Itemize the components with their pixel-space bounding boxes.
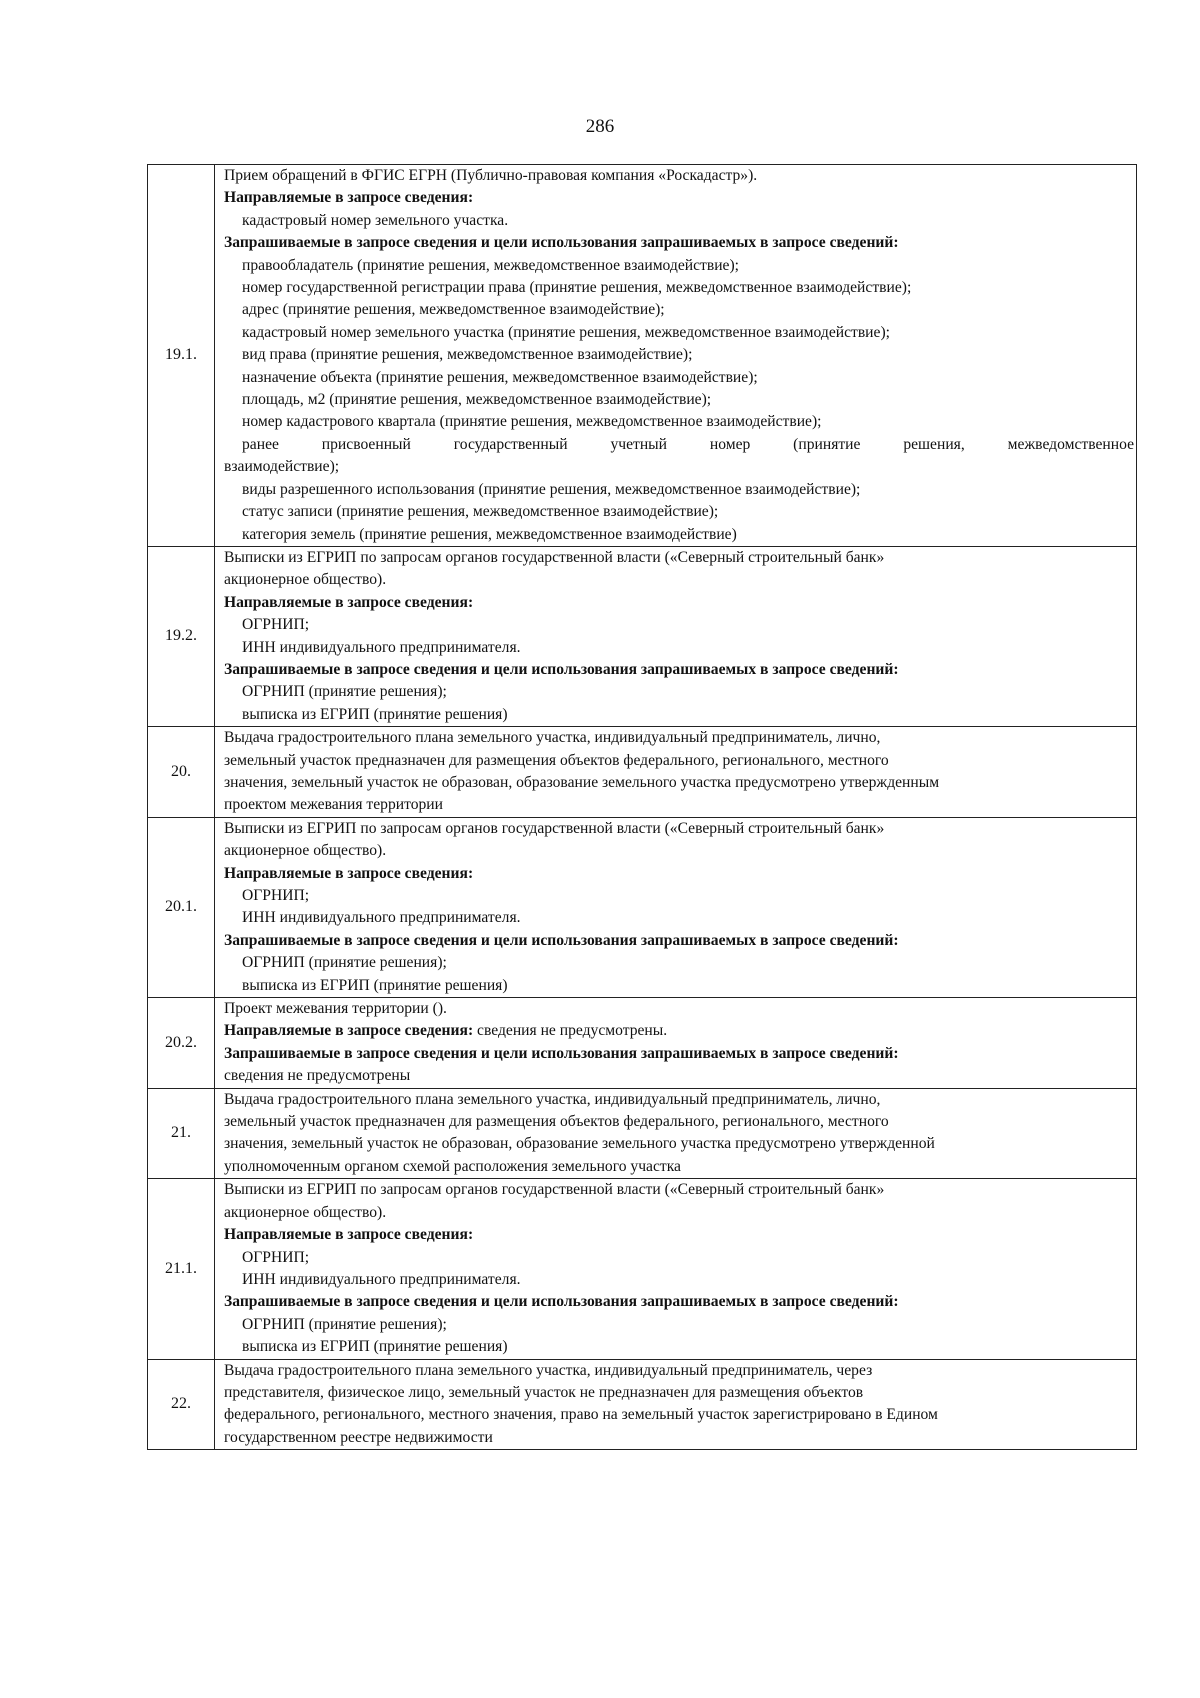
registry-table	[147, 164, 1137, 1450]
text-line	[224, 637, 1134, 659]
line-text: Выдача градостроительного плана земельного участка, индивидуальный предприниматель, лично,	[224, 729, 881, 747]
text-line	[224, 818, 1134, 840]
text-line	[224, 1269, 1134, 1291]
text-line	[224, 614, 1134, 636]
line-text: земельный участок предназначен для размещения объектов федерального, регионального, местного	[224, 751, 889, 769]
table-row	[148, 546, 1137, 726]
row-number: 20.	[148, 727, 215, 818]
line-text: адрес (принятие решения, межведомственное взаимодействие);	[242, 301, 665, 319]
section-heading-line	[224, 930, 1134, 952]
line-text: акционерное общество).	[224, 1203, 387, 1221]
bold-label: Запрашиваемые в запросе сведения и цели использования запрашиваемых в запросе сведений:	[224, 931, 899, 949]
section-heading-line	[224, 863, 1134, 885]
table-row	[148, 998, 1137, 1089]
section-heading-line	[224, 1043, 1134, 1065]
line-text: государственном реестре недвижимости	[224, 1428, 493, 1446]
table-row	[148, 1359, 1137, 1450]
text-line	[224, 1156, 1134, 1178]
line-text: значения, земельный участок не образован, образование земельного участка предусмотрено утвержденной	[224, 1135, 935, 1153]
bold-label: Запрашиваемые в запросе сведения и цели использования запрашиваемых в запросе сведений:	[224, 1044, 899, 1062]
text-line	[224, 952, 1134, 974]
line-text: федерального, регионального, местного значения, право на земельный участок зарегистрировано в Едином	[224, 1406, 938, 1424]
text-line	[224, 1427, 1134, 1449]
line-text: Выписки из ЕГРИП по запросам органов государственной власти («Северный строительный банк»	[224, 819, 885, 837]
line-text: категория земель (принятие решения, межведомственное взаимодействие)	[242, 525, 737, 543]
section-heading-line	[224, 232, 1134, 254]
row-content	[215, 727, 1137, 818]
bold-label: Запрашиваемые в запросе сведения и цели использования запрашиваемых в запросе сведений:	[224, 1293, 899, 1311]
text-line	[224, 794, 1134, 816]
line-text: Прием обращений в ФГИС ЕГРН (Публично-правовая компания «Роскадастр»).	[224, 167, 758, 184]
line-text: площадь, м2 (принятие решения, межведомственное взаимодействие);	[242, 391, 712, 409]
bold-label: Запрашиваемые в запросе сведения и цели использования запрашиваемых в запросе сведений:	[224, 660, 899, 678]
line-text: проектом межевания территории	[224, 796, 443, 814]
line-text: номер государственной регистрации права (принятие решения, межведомственное взаимодействие);	[242, 279, 912, 297]
bold-label: Направляемые в запросе сведения:	[224, 1022, 474, 1040]
registry-table-body	[148, 165, 1137, 1450]
line-text: ОГРНИП (принятие решения);	[242, 954, 447, 972]
text-line	[224, 750, 1134, 772]
bold-label: Направляемые в запросе сведения:	[224, 864, 474, 882]
text-line	[224, 434, 1134, 456]
text-line	[224, 367, 1134, 389]
text-line	[224, 411, 1134, 433]
text-line	[224, 479, 1134, 501]
row-number: 19.2.	[148, 546, 215, 726]
text-line	[224, 704, 1134, 726]
bold-label: Направляемые в запросе сведения:	[224, 189, 474, 207]
text-line	[224, 524, 1134, 546]
text-line	[224, 456, 1134, 478]
text-line	[224, 547, 1134, 569]
text-line	[224, 569, 1134, 591]
line-text: назначение объекта (принятие решения, межведомственное взаимодействие);	[242, 368, 758, 386]
line-text: номер кадастрового квартала (принятие решения, межведомственное взаимодействие);	[242, 413, 822, 431]
text-line	[224, 1202, 1134, 1224]
line-text: значения, земельный участок не образован, образование земельного участка предусмотрено утвержденным	[224, 773, 940, 791]
text-line	[224, 322, 1134, 344]
text-line	[224, 840, 1134, 862]
line-text: ОГРНИП;	[242, 616, 310, 634]
table-row	[148, 1088, 1137, 1179]
row-content	[215, 165, 1137, 547]
row-content	[215, 998, 1137, 1089]
line-text: кадастровый номер земельного участка.	[242, 211, 509, 229]
text-line	[224, 1360, 1134, 1382]
line-text: представителя, физическое лицо, земельный участок не предназначен для размещения объектов	[224, 1383, 864, 1401]
line-text: сведения не предусмотрены	[224, 1067, 411, 1085]
section-heading-line	[224, 1020, 1134, 1042]
bold-label: Направляемые в запросе сведения:	[224, 1226, 474, 1244]
section-heading-line	[224, 592, 1134, 614]
text-line	[224, 165, 1134, 187]
line-text: взаимодействие);	[224, 458, 340, 476]
text-line	[224, 299, 1134, 321]
line-text: выписка из ЕГРИП (принятие решения)	[242, 1338, 508, 1356]
row-content	[215, 1359, 1137, 1450]
line-text: ОГРНИП;	[242, 1248, 310, 1266]
text-line	[224, 772, 1134, 794]
line-text: выписка из ЕГРИП (принятие решения)	[242, 705, 508, 723]
text-line	[224, 210, 1134, 232]
text-line	[224, 1179, 1134, 1201]
line-text: вид права (принятие решения, межведомственное взаимодействие);	[242, 346, 693, 364]
line-text: Выдача градостроительного плана земельного участка, индивидуальный предприниматель, через	[224, 1361, 873, 1379]
line-text: сведения не предусмотрены.	[473, 1022, 668, 1040]
line-text: виды разрешенного использования (принятие решения, межведомственное взаимодействие);	[242, 480, 861, 498]
table-row	[148, 165, 1137, 547]
text-line	[224, 998, 1134, 1020]
line-text: правообладатель (принятие решения, межведомственное взаимодействие);	[242, 256, 739, 274]
text-line	[224, 975, 1134, 997]
bold-label: Направляемые в запросе сведения:	[224, 593, 474, 611]
text-line	[224, 885, 1134, 907]
page-number: 286	[585, 116, 615, 137]
line-text: ОГРНИП (принятие решения);	[242, 1315, 447, 1333]
text-line	[224, 389, 1134, 411]
table-row	[148, 727, 1137, 818]
row-number: 21.	[148, 1088, 215, 1179]
row-content	[215, 546, 1137, 726]
line-text: Выписки из ЕГРИП по запросам органов государственной власти («Северный строительный банк»	[224, 1181, 885, 1199]
section-heading-line	[224, 659, 1134, 681]
line-text: ИНН индивидуального предпринимателя.	[242, 1270, 521, 1288]
line-text: кадастровый номер земельного участка (принятие решения, межведомственное взаимодействие);	[242, 323, 890, 341]
text-line	[224, 1089, 1134, 1111]
text-line	[224, 727, 1134, 749]
row-content	[215, 1088, 1137, 1179]
row-number: 19.1.	[148, 165, 215, 547]
text-line	[224, 681, 1134, 703]
section-heading-line	[224, 1291, 1134, 1313]
bold-label: Запрашиваемые в запросе сведения и цели использования запрашиваемых в запросе сведений:	[224, 234, 899, 252]
line-text: уполномоченным органом схемой расположения земельного участка	[224, 1157, 681, 1175]
text-line	[224, 1314, 1134, 1336]
line-text: выписка из ЕГРИП (принятие решения)	[242, 976, 508, 994]
text-line	[224, 344, 1134, 366]
line-text: статус записи (принятие решения, межведомственное взаимодействие);	[242, 503, 719, 521]
line-text: Выдача градостроительного плана земельного участка, индивидуальный предприниматель, лично,	[224, 1090, 881, 1108]
text-line	[224, 907, 1134, 929]
row-number: 20.1.	[148, 817, 215, 997]
line-text: ОГРНИП;	[242, 887, 310, 904]
table-row	[148, 1179, 1137, 1359]
row-number: 22.	[148, 1359, 215, 1450]
line-text: Проект межевания территории ().	[224, 1000, 447, 1018]
row-content	[215, 1179, 1137, 1359]
line-text: ОГРНИП (принятие решения);	[242, 683, 447, 701]
text-line	[224, 277, 1134, 299]
section-heading-line	[224, 187, 1134, 209]
text-line	[224, 1133, 1134, 1155]
text-line	[224, 1404, 1134, 1426]
text-line	[224, 1336, 1134, 1358]
text-line	[224, 1065, 1134, 1087]
line-text: ИНН индивидуального предпринимателя.	[242, 909, 521, 927]
line-text: ранее присвоенный государственный учетный номер (принятие решения, межведомственное	[242, 435, 1134, 453]
line-text: акционерное общество).	[224, 842, 387, 860]
text-line	[224, 1382, 1134, 1404]
row-number: 20.2.	[148, 998, 215, 1089]
line-text: акционерное общество).	[224, 571, 387, 589]
text-line	[224, 255, 1134, 277]
row-number: 21.1.	[148, 1179, 215, 1359]
text-line	[224, 1247, 1134, 1269]
line-text: ИНН индивидуального предпринимателя.	[242, 638, 521, 656]
table-row	[148, 817, 1137, 997]
text-line	[224, 501, 1134, 523]
section-heading-line	[224, 1224, 1134, 1246]
line-text: земельный участок предназначен для размещения объектов федерального, регионального, местного	[224, 1113, 889, 1131]
text-line	[224, 1111, 1134, 1133]
line-text: Выписки из ЕГРИП по запросам органов государственной власти («Северный строительный банк»	[224, 548, 885, 566]
row-content	[215, 817, 1137, 997]
